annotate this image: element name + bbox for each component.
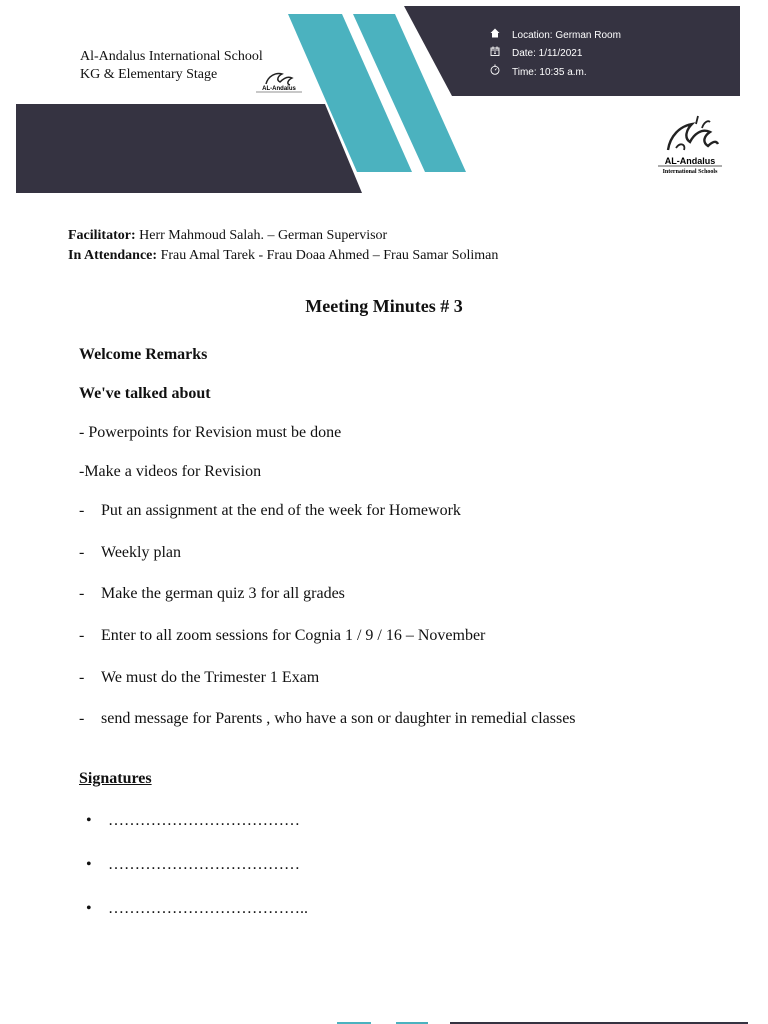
bullet: • xyxy=(86,856,92,873)
school-stage: KG & Elementary Stage xyxy=(80,67,218,82)
talked-about-heading: We've talked about xyxy=(79,385,211,402)
logo-text: AL-Andalus xyxy=(664,156,716,166)
list-item: -Make a videos for Revision xyxy=(79,463,262,480)
list-item-text: Put an assignment at the end of the week for Homework xyxy=(101,502,461,519)
signature-line xyxy=(86,812,300,830)
time-text: Time: 10:35 a.m. xyxy=(512,67,587,78)
list-item-text: send message for Parents , who have a son or daughter in remedial classes xyxy=(101,710,576,727)
meeting-date xyxy=(488,46,582,59)
school-logo-small xyxy=(248,68,310,94)
list-dash: - xyxy=(79,502,85,519)
list-dash: - xyxy=(79,710,85,727)
list-dash: - xyxy=(79,585,85,602)
signatures-heading: Signatures xyxy=(79,770,152,787)
footer-banner xyxy=(0,1014,768,1024)
facilitator-value: Herr Mahmoud Salah. – German Supervisor xyxy=(135,228,388,243)
list-item: - Powerpoints for Revision must be done xyxy=(79,424,342,441)
list-item-text: Weekly plan xyxy=(101,544,182,561)
list-dash: - xyxy=(79,544,85,561)
school-logo xyxy=(640,112,740,176)
list-item-text: Enter to all zoom sessions for Cognia 1 / 9 / 16 – November xyxy=(101,627,486,644)
list-dash: - xyxy=(79,669,85,686)
signature-dots: ……………………………….. xyxy=(108,900,308,917)
list-item-text: Make the german quiz 3 for all grades xyxy=(101,585,345,602)
attendance-label: In Attendance: xyxy=(68,248,158,263)
signature-line xyxy=(86,856,300,874)
meeting-location xyxy=(488,28,621,41)
stopwatch-icon xyxy=(488,64,502,78)
signature-dots: ……………………………… xyxy=(108,812,300,829)
attendance-value: Frau Amal Tarek - Frau Doaa Ahmed – Frau Samar Soliman xyxy=(157,248,499,263)
home-icon xyxy=(488,28,502,41)
facilitator-label: Facilitator: xyxy=(68,228,136,243)
welcome-remarks-heading: Welcome Remarks xyxy=(79,346,208,363)
location-text: Location: German Room xyxy=(512,30,621,41)
logo-calligraphy-small xyxy=(266,73,292,85)
signature-dots: ……………………………… xyxy=(108,856,300,873)
banner-dark-left-block xyxy=(16,104,362,193)
bullet: • xyxy=(86,900,92,917)
calendar-icon xyxy=(488,46,502,59)
signature-line xyxy=(86,900,308,918)
school-name: Al-Andalus International School xyxy=(80,49,263,64)
meeting-time xyxy=(488,64,587,78)
bullet: • xyxy=(86,812,92,829)
page-title: Meeting Minutes # 3 xyxy=(305,296,463,316)
logo-subtext: International Schools xyxy=(662,169,718,175)
date-text: Date: 1/11/2021 xyxy=(512,48,583,59)
logo-small-text: AL-Andalus xyxy=(262,86,296,92)
facilitator-line xyxy=(68,227,387,245)
list-item-text: We must do the Trimester 1 Exam xyxy=(101,669,320,686)
logo-calligraphy xyxy=(668,124,718,150)
list-dash: - xyxy=(79,627,85,644)
attendance-line xyxy=(68,247,498,265)
